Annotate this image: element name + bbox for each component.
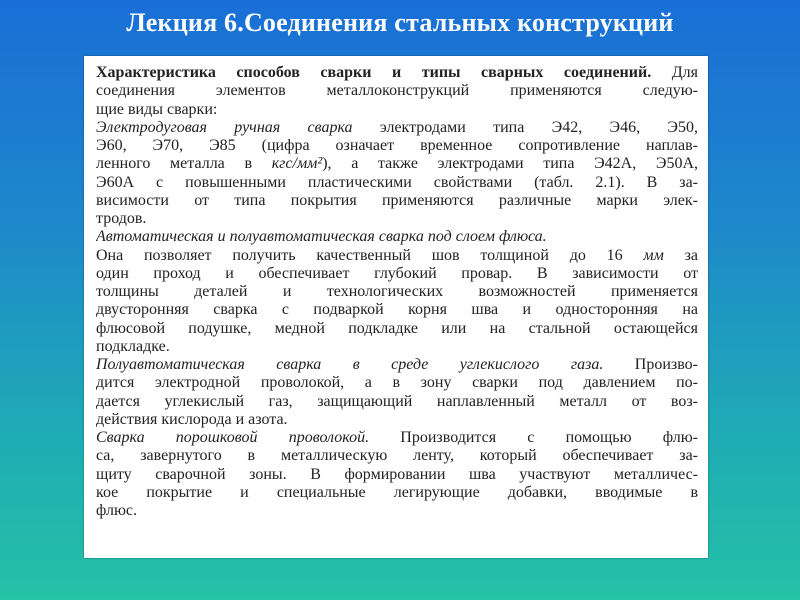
- text-segment: Автоматическая и полуавтоматическая сварка под слоем флюса.: [96, 228, 547, 246]
- text-line: [96, 301, 698, 319]
- text-line: [96, 247, 698, 265]
- text-segment: соединения элементов металлоконструкций применяются следую-: [96, 82, 698, 100]
- text-line: [96, 411, 698, 429]
- text-line: [96, 283, 698, 301]
- text-line: [96, 265, 698, 283]
- text-segment: мм: [643, 246, 664, 264]
- text-segment: электродами типа Э42, Э46, Э50,: [352, 118, 698, 136]
- text-line: [96, 192, 698, 210]
- text-segment: дится электродной проволокой, а в зону сварки под давлением по-: [96, 374, 698, 392]
- text-line: [96, 174, 698, 192]
- slide-title: Лекция 6.Соединения стальных конструкций: [126, 8, 674, 37]
- text-line: [96, 429, 698, 447]
- text-segment: ленного металла в: [96, 155, 272, 173]
- text-line: [96, 210, 698, 228]
- text-line: [96, 356, 698, 374]
- text-segment: Полуавтоматическая сварка в среде углекислого газа.: [96, 356, 604, 373]
- text-segment: действия кислорода и азота.: [96, 410, 288, 428]
- text-segment: за: [663, 246, 698, 264]
- text-segment: флюсовой подушке, медной подкладке или на стальной остающейся: [96, 319, 698, 337]
- text-segment: Производится с помощью флю-: [369, 429, 698, 446]
- text-segment: щие виды сварки:: [96, 100, 218, 118]
- text-segment: один проход и обеспечивает глубокий провар. В зависимости от: [96, 264, 698, 282]
- text-segment: Она позволяет получить качественный шов толщиной до 16: [96, 246, 644, 264]
- text-line: [96, 119, 698, 137]
- text-line: [96, 320, 698, 338]
- text-segment: ), а также электродами типа Э42А, Э50А,: [322, 155, 698, 173]
- text-segment: тродов.: [96, 210, 147, 227]
- text-line: [96, 137, 698, 155]
- text-line: [96, 64, 698, 82]
- text-segment: подкладке.: [96, 337, 170, 355]
- text-segment: флюс.: [96, 502, 138, 519]
- text-segment: са, завернутого в металлическую ленту, который обеспечивает за-: [96, 447, 698, 465]
- text-segment: кгс/мм²: [271, 155, 323, 173]
- text-line: [96, 393, 698, 411]
- text-line: [96, 466, 698, 484]
- text-line: [96, 484, 698, 502]
- scanned-page: [84, 56, 708, 558]
- text-segment: Э60А с повышенными пластическими свойствами (табл. 2.1). В за-: [96, 173, 698, 191]
- text-segment: Для: [651, 64, 698, 81]
- text-segment: Произво-: [603, 356, 698, 373]
- text-segment: Электродуговая ручная сварка: [96, 118, 353, 136]
- text-line: [96, 155, 698, 173]
- text-segment: толщины деталей и технологических возможностей применяется: [96, 283, 698, 300]
- text-segment: двусторонняя сварка с подваркой корня шва и односторонняя на: [96, 301, 698, 319]
- text-segment: висимости от типа покрытия применяются различные марки элек-: [96, 191, 698, 209]
- text-line: [96, 502, 698, 520]
- text-line: [96, 82, 698, 100]
- text-line: [96, 374, 698, 392]
- text-segment: Сварка порошковой проволокой.: [96, 429, 370, 446]
- text-line: [96, 228, 698, 246]
- text-segment: Характеристика способов сварки и типы сварных соединений.: [96, 64, 652, 81]
- text-line: [96, 338, 698, 356]
- text-segment: щиту сварочной зоны. В формировании шва участвуют металличес-: [96, 465, 698, 483]
- text-segment: Э60, Э70, Э85 (цифра означает временное сопротивление наплав-: [96, 137, 698, 154]
- text-segment: кое покрытие и специальные легирующие добавки, вводимые в: [96, 483, 698, 501]
- text-line: [96, 101, 698, 119]
- text-segment: дается углекислый газ, защищающий наплавленный металл от воз-: [96, 392, 698, 410]
- text-line: [96, 447, 698, 465]
